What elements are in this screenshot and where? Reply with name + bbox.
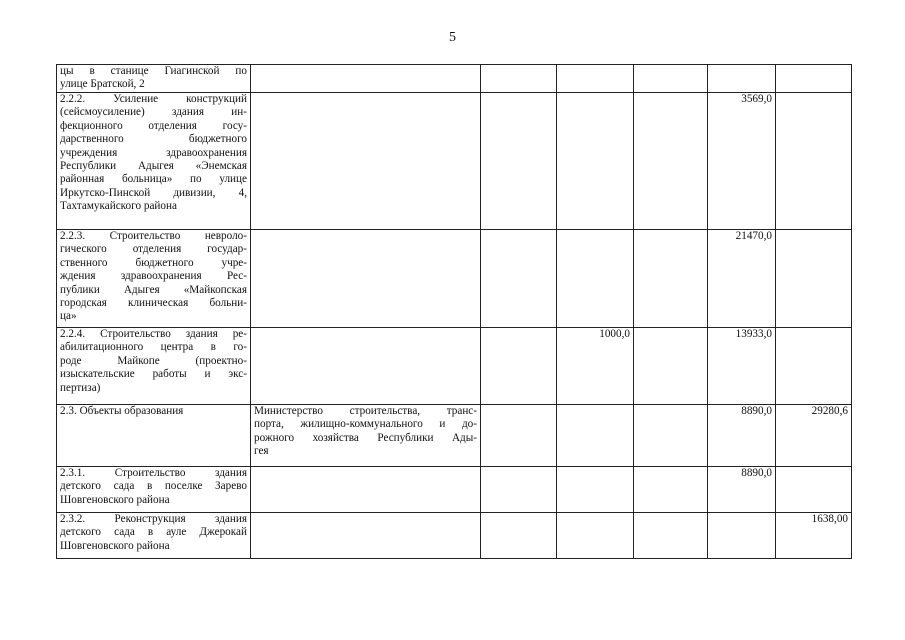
description-line: учреждения здравоохранения (60, 146, 247, 159)
amount-cell-c3 (481, 328, 557, 405)
table-row (57, 513, 852, 559)
description-line: 2.2.4. Строительство здания ре- (60, 328, 247, 340)
amount-cell-c3 (481, 467, 557, 513)
item-description (57, 467, 251, 513)
amount-cell-c7 (776, 467, 852, 513)
amount-cell-c5 (634, 93, 708, 230)
responsible-organization (251, 93, 481, 230)
amount-cell-c3 (481, 513, 557, 559)
description-line: 2.3. Объекты образования (60, 405, 184, 417)
amount-cell-c6: 13933,0 (708, 328, 776, 405)
description-line: публики Адыгея «Майкопская (60, 283, 247, 296)
description-line: ца» (60, 310, 77, 323)
description-line: городская клиническая больни- (60, 297, 247, 310)
organization-line: рожного хозяйства Республики Ады- (254, 431, 477, 444)
description-line: районная больница» по улице (60, 173, 247, 186)
amount-cell-c5 (634, 467, 708, 513)
responsible-organization (251, 328, 481, 405)
responsible-organization (251, 230, 481, 328)
description-line: ждения здравоохранения Рес- (60, 270, 247, 283)
amount-cell-c6: 8890,0 (708, 467, 776, 513)
amount-cell-c5 (634, 328, 708, 405)
description-line: 2.2.3. Строительство невроло- (60, 230, 247, 242)
description-line: Шовгеновского района (60, 539, 170, 552)
table-row (57, 467, 852, 513)
organization-line: порта, жилищно-коммунального и до- (254, 418, 477, 431)
amount-cell-c5 (634, 405, 708, 467)
description-line: улице Братской, 2 (60, 78, 145, 91)
description-line: (сейсмоусиление) здания ин- (60, 106, 247, 119)
description-line: 2.3.1. Строительство здания (60, 467, 247, 479)
description-line: цы в станице Гиагинской по (60, 65, 247, 77)
amount-cell-c3 (481, 230, 557, 328)
amount-cell-c7 (776, 230, 852, 328)
item-description (57, 230, 251, 328)
amount-cell-c7 (776, 328, 852, 405)
item-description (57, 405, 251, 467)
table-row (57, 93, 852, 230)
table-row (57, 405, 852, 467)
amount-cell-c7 (776, 93, 852, 230)
description-line: Иркутско-Пинской дивизии, 4, (60, 186, 247, 199)
amount-cell-c7: 29280,6 (776, 405, 852, 467)
table-row (57, 65, 852, 93)
amount-cell-c7 (776, 65, 852, 93)
page-number: 5 (449, 30, 456, 45)
responsible-organization (251, 405, 481, 467)
description-line: Тахтамукайского района (60, 200, 177, 213)
description-line: роде Майкопе (проектно- (60, 354, 247, 367)
responsible-organization (251, 467, 481, 513)
amount-cell-c4 (557, 65, 634, 93)
table-row (57, 328, 852, 405)
organization-line: Министерство строительства, транс- (254, 405, 477, 417)
budget-table (56, 64, 852, 559)
description-line: фекционного отделения госу- (60, 119, 247, 132)
item-description (57, 328, 251, 405)
amount-cell-c3 (481, 65, 557, 93)
amount-cell-c4 (557, 467, 634, 513)
description-line: дарственного бюджетного (60, 133, 247, 146)
amount-cell-c6 (708, 513, 776, 559)
amount-cell-c5 (634, 65, 708, 93)
organization-line: гея (254, 445, 269, 458)
item-description (57, 65, 251, 93)
amount-cell-c3 (481, 405, 557, 467)
responsible-organization (251, 513, 481, 559)
amount-cell-c6: 3569,0 (708, 93, 776, 230)
description-line: абилитационного центра в го- (60, 341, 247, 354)
table-body (57, 65, 852, 559)
item-description (57, 513, 251, 559)
description-line: детского сада в ауле Джерокай (60, 526, 247, 539)
amount-cell-c3 (481, 93, 557, 230)
amount-cell-c4 (557, 230, 634, 328)
description-line: Шовгеновского района (60, 493, 170, 506)
amount-cell-c4 (557, 513, 634, 559)
description-line: 2.2.2. Усиление конструкций (60, 93, 247, 105)
amount-cell-c6: 21470,0 (708, 230, 776, 328)
amount-cell-c7: 1638,00 (776, 513, 852, 559)
table-row (57, 230, 852, 328)
amount-cell-c6: 8890,0 (708, 405, 776, 467)
amount-cell-c6 (708, 65, 776, 93)
amount-cell-c5 (634, 230, 708, 328)
amount-cell-c5 (634, 513, 708, 559)
amount-cell-c4 (557, 93, 634, 230)
item-description (57, 93, 251, 230)
responsible-organization (251, 65, 481, 93)
description-line: ственного бюджетного учре- (60, 256, 247, 269)
amount-cell-c4 (557, 405, 634, 467)
description-line: гического отделения государ- (60, 243, 247, 256)
description-line: детского сада в поселке Зарево (60, 480, 247, 493)
description-line: Республики Адыгея «Энемская (60, 160, 247, 173)
description-line: пертиза) (60, 381, 101, 394)
description-line: 2.3.2. Реконструкция здания (60, 513, 247, 525)
description-line: изыскательские работы и экс- (60, 368, 247, 381)
amount-cell-c4: 1000,0 (557, 328, 634, 405)
